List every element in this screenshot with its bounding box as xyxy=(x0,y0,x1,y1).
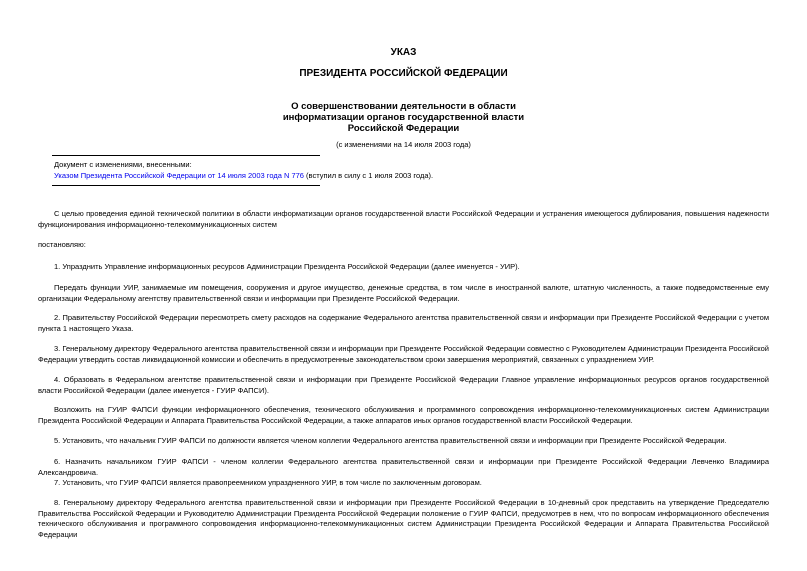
clause-3: 3. Генеральному директору Федерального агентства правительственной связи и информации при Президенте Российской Федерации совместно с Руководителем Администрации Президента Российской Федерации утвердить состав ликвидационной комиссии и обеспечить в предусмотренные законодательством сроки завершения мероприятий, связанных с упразднением УИР. xyxy=(38,344,769,364)
amendment-link-suffix: (вступил в силу с 1 июля 2003 года). xyxy=(303,171,434,180)
decree-word: постановляю: xyxy=(38,240,86,249)
doc-info-label: Документ с изменениями, внесенными: xyxy=(54,160,192,169)
doc-info-box xyxy=(54,159,494,181)
document-subtitle-line-3: Российской Федерации xyxy=(347,123,460,134)
document-subtitle-line-2: информатизации органов государственной власти xyxy=(282,112,525,123)
document-authority: ПРЕЗИДЕНТА РОССИЙСКОЙ ФЕДЕРАЦИИ xyxy=(299,68,508,79)
document-subtitle-line-1: О совершенствовании деятельности в области xyxy=(291,101,516,112)
clause-1-transfer: Передать функции УИР, занимаемые им помещения, сооружения и другое имущество, денежные средства, в том числе в иностранной валюте, штатную численность, а также подведомственные ему организации Федеральному агентству правительственной связи и информации при Президенте Российской Федерации. xyxy=(38,283,769,303)
amendment-link[interactable]: Указом Президента Российской Федерации от 14 июля 2003 года N 776 xyxy=(54,171,304,180)
clause-7: 7. Установить, что ГУИР ФАПСИ является правопреемником упраздненного УИР, в том числе по заключенным договорам. xyxy=(54,478,482,487)
clause-4-functions: Возложить на ГУИР ФАПСИ функции информационного обеспечения, технического обслуживания и программного сопровождения информационно-телекоммуникационных систем Администрации Президента Российской Федерации и Аппарата Правительства Российской Федерации, а также аппаратов иных органов государственной власти Российской Федерации. xyxy=(38,405,769,425)
clause-1: 1. Упразднить Управление информационных ресурсов Администрации Президента Российской Федерации (далее именуется - УИР). xyxy=(54,262,520,271)
document-title: УКАЗ xyxy=(390,47,417,58)
clause-4: 4. Образовать в Федеральном агентстве правительственной связи и информации при Президенте Российской Федерации Главное управление информационных ресурсов органов государственной власти Российской Федерации (далее именуется - ГУИР ФАПСИ). xyxy=(38,375,769,395)
revision-note: (с изменениями на 14 июля 2003 года) xyxy=(336,140,471,149)
clause-5: 5. Установить, что начальник ГУИР ФАПСИ по должности является членом коллегии Федерального агентства правительственной связи и информации при Президенте Российской Федерации. xyxy=(54,436,727,445)
preamble-paragraph: С целью проведения единой технической политики в области информатизации органов государственной власти Российской Федерации и устранения имеющегося дублирования, повышения надежности функционирования информационно-телекоммуникационных систем xyxy=(38,209,769,229)
doc-info-amendment xyxy=(54,170,494,181)
doc-info-bottom-divider xyxy=(52,185,320,186)
doc-info-top-divider xyxy=(52,155,320,156)
clause-8: 8. Генеральному директору Федерального агентства правительственной связи и информации при Президенте Российской Федерации в 10-дневный срок представить на утверждение Председателю Правительства Российской Федерации и Руководителю Администрации Президента Российской Федерации положение о ГУИР ФАПСИ, предусмотрев в нем, что по вопросам информационного обеспечения технического обслуживания и программного сопровождения информационно-телекоммуникационных систем Администрации Президента Российской Федерации и Аппарата Правительства Российской Федерации xyxy=(38,498,769,539)
clause-6: 6. Назначить начальником ГУИР ФАПСИ - членом коллегии Федерального агентства правительственной связи и информации при Президенте Российской Федерации Левченко Владимира Александровича. xyxy=(38,457,769,477)
clause-2: 2. Правительству Российской Федерации пересмотреть смету расходов на содержание Федерального агентства правительственной связи и информации при Президенте Российской Федерации с учетом пункта 1 настоящего Указа. xyxy=(38,313,769,333)
